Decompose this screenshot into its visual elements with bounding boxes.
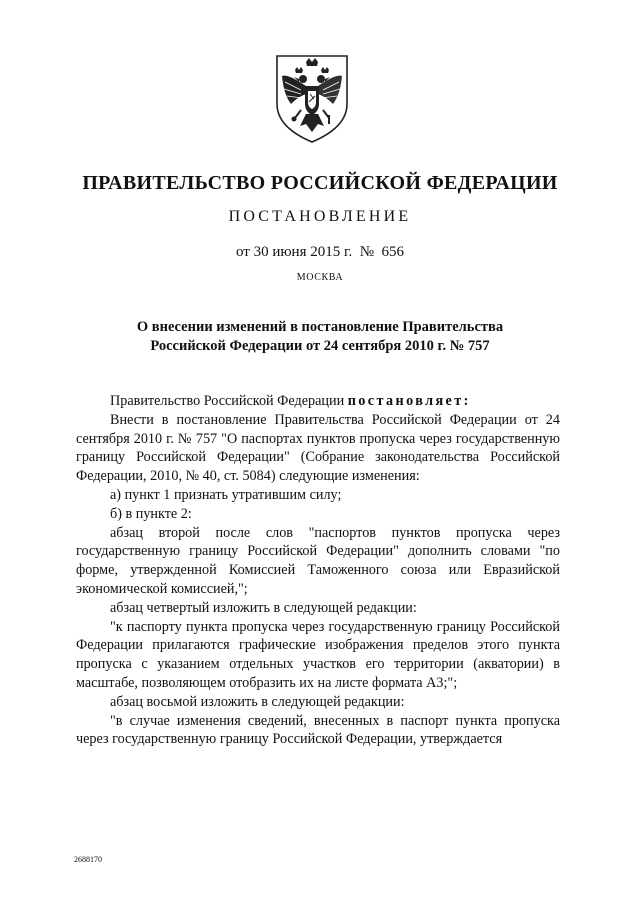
paragraph-item-b: б) в пункте 2: [110, 505, 192, 522]
document-date: от 30 июня 2015 г. [235, 244, 353, 260]
decree-intro: Правительство Российской Федерации [110, 393, 348, 409]
paragraph-fourth-abzac-text: "к паспорту пункта пропуска через государственную границу Российской Федерации прилагаются графические изображения пределов этого пункта пропуска с указанием отдельных участков его территории (акватории) в масштабе, позволяющем отобразить их на листе формата А3;"; [76, 618, 560, 691]
paragraph-item-a: а) пункт 1 признать утратившим силу; [110, 486, 342, 503]
paragraph-second-abzac: абзац второй после слов "паспортов пунктов пропуска через государственную границу Российской Федерации" дополнить словами "по форме, утвержденной Комиссией Таможенного союза или Евразийской экономической комиссией,"; [76, 524, 560, 597]
paragraph-eighth-abzac-intro: абзац восьмой изложить в следующей редакции: [110, 693, 405, 710]
title-line-2: Российской Федерации от 24 сентября 2010 г. № 757 [150, 338, 490, 354]
paragraph-decree [76, 392, 560, 411]
document-code: 2688170 [74, 855, 102, 864]
paragraph-fourth-abzac-intro: абзац четвертый изложить в следующей редакции: [110, 599, 417, 616]
title-line-1: О внесении изменений в постановление Правительства [136, 319, 504, 335]
date-number-line [0, 244, 640, 261]
organization-heading: ПРАВИТЕЛЬСТВО РОССИЙСКОЙ ФЕДЕРАЦИИ [82, 172, 558, 194]
document-type: ПОСТАНОВЛЕНИЕ [228, 208, 412, 225]
document-body [76, 392, 560, 749]
city-label: МОСКВА [296, 272, 344, 283]
russian-coat-of-arms-icon [273, 52, 351, 144]
decree-word: постановляет: [347, 393, 471, 409]
document-number: № 656 [359, 244, 405, 260]
paragraph-main-change: Внести в постановление Правительства Российской Федерации от 24 сентября 2010 г. № 757 "О паспортах пунктов пропуска через государственную границу Российской Федерации" (Собрание законодательства Российской Федерации, 2010, № 40, ст. 5084) следующие изменения: [76, 411, 560, 485]
paragraph-eighth-abzac-text: "в случае изменения сведений, внесенных в паспорт пункта пропуска через государственную границу Российской Федерации, утверждается [76, 712, 560, 748]
document-title [0, 318, 640, 356]
